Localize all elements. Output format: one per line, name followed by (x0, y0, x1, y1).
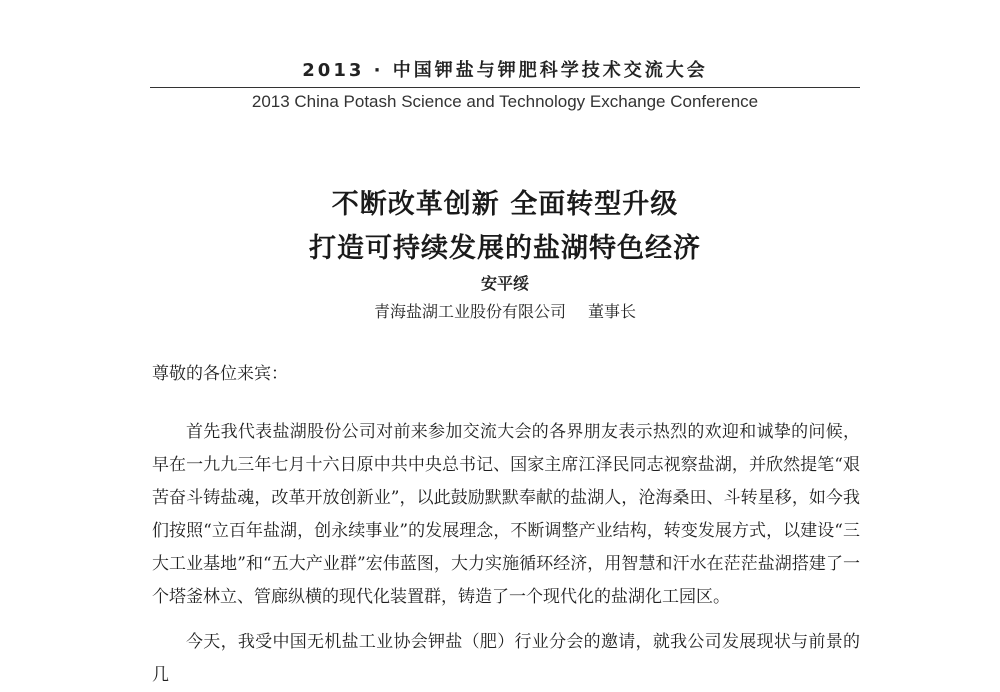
body-paragraph: 首先我代表盐湖股份公司对前来参加交流大会的各界朋友表示热烈的欢迎和诚挚的问候，早在一九九三年七月十六日原中共中央总书记、国家主席江泽民同志视察盐湖，并欣然提笔“艰苦奋斗铸盐魂，改革开放创新业”，以此鼓励默默奉献的盐湖人，沧海桑田、斗转星移，如今我们按照“立百年盐湖，创永续事业”的发展理念，不断调整产业结构，转变发展方式，以建设“三大工业基地”和“五大产业群”宏伟蓝图，大力实施循环经济，用智慧和汗水在茫茫盐湖搭建了一个塔釜林立、管廊纵横的现代化装置群，铸造了一个现代化的盐湖化工园区。 (152, 422, 860, 607)
conference-title-chinese: 2013 · 中国钾盐与钾肥科学技术交流大会 (302, 60, 708, 81)
salutation: 尊敬的各位来宾： (152, 364, 288, 384)
header-divider (150, 87, 860, 88)
author-affiliation (150, 299, 860, 322)
affiliation-company: 青海盐湖工业股份有限公司 (373, 302, 566, 321)
conference-title-english: 2013 China Potash Science and Technology Exchange Conference (251, 92, 759, 111)
article-title-line-1: 不断改革创新 全面转型升级 (331, 189, 679, 220)
body-paragraph: 今天，我受中国无机盐工业协会钾盐（肥）行业分会的邀请，就我公司发展现状与前景的几 (152, 632, 860, 685)
affiliation-position: 董事长 (588, 302, 637, 321)
article-title-line-2: 打造可持续发展的盐湖特色经济 (309, 233, 701, 264)
author-name: 安平绥 (480, 274, 529, 293)
